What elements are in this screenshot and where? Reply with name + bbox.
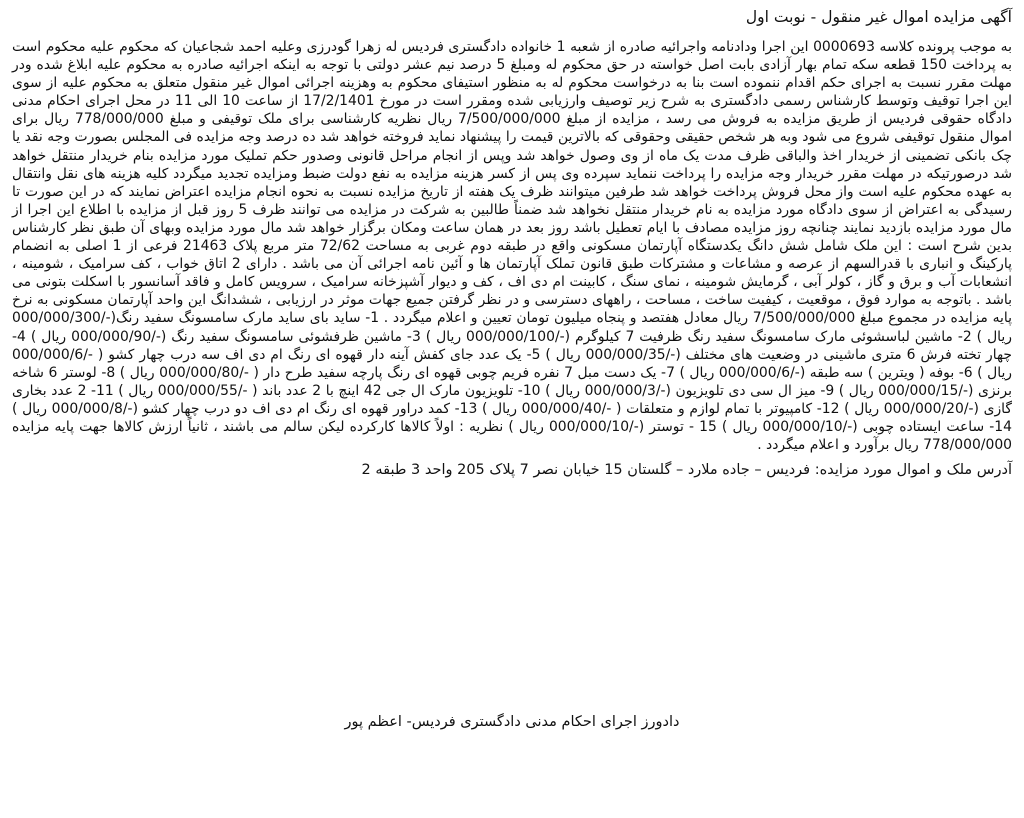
notice-body: به موجب پرونده کلاسه 0000693 این اجرا ودادنامه واجرائیه صادره از شعبه 1 خانواده دادگستری فردیس له زهرا گودرزی وعلیه احمد شجاعیان که محکوم علیه محکوم است به پرداخت 150 قطعه سکه تمام بهار آزادی بابت اصل خواسته در حق محکوم له ومبلغ 5 درصد نیم عشر دولتی با توجه به اینکه اجرائیه صادره به محکوم علیه ابلاغ شده ودر مهلت مقرر نسبت به اجرای حکم اقدام ننموده است بنا به درخواست محکوم له به منظور استیفای محکوم به وهزینه اجرائی اموال غیر منقول متعلق به محکوم علیه از سوی این اجرا توقیف وتوسط کارشناس رسمی دادگستری به شرح زیر توصیف وارزیابی شده ومقرر است در مورخ 17/2/1401 از ساعت 10 الی 11 در محل اجرای احکام مدنی دادگاه حقوقی فردیس از طریق مزایده به فروش می رسد ، مزایده از مبلغ 7/500/000/000 ریال نظریه کارشناسی برای ملک توقیفی و مبلغ 778/000/000 ریال برای اموال منقول توقیفی شروع می شود وبه هر شخص حقیقی وحقوقی که بالاترین قیمت را پیشنهاد نماید فروخته خواهد شد ده درصد وجه مزایده فی المجلس بصورت وجه نقد یا چک بانکی تضمینی از خریدار اخذ والباقی ظرف مدت یک ماه از وی وصول خواهد شد وپس از انجام مراحل قانونی وصدور حکم تملیک مورد مزایده بنام خریدار منتقل خواهد شد درصورتیکه در مهلت مقرر خریدار وجه مزایده را پرداخت ننماید سپرده وی پس از کسر هزینه مزایده به نفع دولت ضبط ومزایده تجدید میگردد کلیه هزینه های نقل وانتقال به عهده محکوم علیه است واز محل فروش پرداخت خواهد شد طرفین میتوانند ظرف یک هفته از تاریخ مزایده نسبت به نحوه انجام مزایده اعتراض نمایند که در این صورت تا رسیدگی به اعتراض از سوی دادگاه مورد مزایده به نام خریدار منتقل نخواهد شد ضمناً طالبین به شرکت در مزایده می توانند ظرف 5 روز قبل از مزایده با اطلاع این اجرا از مال مورد مزایده بازدید نمایند چنانچه روز مزایده مصادف با ایام تعطیل باشد روز بعد در همان ساعت ومکان برگزار خواهد شد مال مورد مزایده وبهای آن طبق نظر کارشناس بدین شرح است : این ملک شامل شش دانگ یکدستگاه آپارتمان مسکونی واقع در طبقه دوم غربی به مساحت 72/62 متر مربع پلاک 21463 فرعی از 1 اصلی به انضمام پارکینگ و انباری با قدرالسهم از عرصه و مشاعات و مشترکات طبق قانون تملک آپارتمان ها و آئین نامه اجرائی آن می باشد . دارای 2 اتاق خواب ، کف سرامیک ، شومینه ، انشعابات آب و برق و گاز ، کولر آبی ، گرمایش شومینه ، نمای سنگ ، کابینت ام دی اف ، کف و دیوار آشپزخانه سرامیک ، سرویس کامل و فاقد آسانسور با اسکلت بتونی می باشد . باتوجه به موارد فوق ، موقعیت ، کیفیت ساخت ، مساحت ، راههای دسترسی و در نظر گرفتن جمیع جهات موثر در ارزیابی ، ششدانگ این واحد آپارتمان مسکونی به نرخ پایه مزایده در مجموع مبلغ 7/500/000/000 ریال معادل هفتصد و پنجاه میلیون تومان تعیین و اعلام میگردد . 1- ساید بای ساید مارک سامسونگ سفید رنگ(-/000/000/300 ریال ) 2- ماشین لباسشوئی مارک سامسونگ سفید رنگ ظرفیت 7 کیلوگرم (-/000/000/100 ریال ) 3- ماشین ظرفشوئی سامسونگ سفید رنگ (-/000/000/90 ریال ) 4- چهار تخته فرش 6 متری ماشینی در وضعیت های مختلف (-/000/000/35 ریال ) 5- یک عدد جای کفش آینه دار قهوه ای رنگ ام دی اف سه درب چهار کشو ( -/000/000/6 ریال ) 6- بوفه ( ویترین ) سه طبقه (-/000/000/6 ریال ) 7- یک دست مبل 7 نفره فریم چوبی قهوه ای رنگ پارچه سفید طرح دار ( -/000/000/80 ریال ) 8- لوستر 6 شاخه برنزی (-/000/000/15 ریال ) 9- میز ال سی دی تلویزیون (-/000/000/3 ریال ) 10- تلویزیون مارک ال جی 42 اینچ با 2 عدد باند ( -/000/000/55 ریال ) 11- 2 عدد بخاری گازی (-/000/000/20 ریال ) 12- کامپیوتر با تمام لوازم و متعلقات ( -/000/000/40 ریال ) 13- کمد دراور قهوه ای رنگ ام دی اف دو درب چهار کشو (-/000/000/8 ریال ) 14- ساعت ایستاده چوبی (-/000/000/10 ریال ) 15 - توستر (-/000/000/10 ریال ) نظریه : اولاً کالاها کارکرده لیکن سالم می باشند ، ثانیاً ارزش کالاها جهت پایه مزایده 778/000/000 ریال برآورد و اعلام میگردد . (12, 39, 1013, 454)
property-address: آدرس ملک و اموال مورد مزایده: فردیس – جاده ملارد – گلستان 15 خیابان نصر 7 پلاک 205 واحد 3 طبقه 2 (361, 462, 1012, 479)
notice-title: آگهی مزایده اموال غیر منقول - نوبت اول (745, 8, 1012, 26)
signature-line: دادورز اجرای احکام مدنی دادگستری فردیس- اعظم پور (344, 714, 680, 730)
